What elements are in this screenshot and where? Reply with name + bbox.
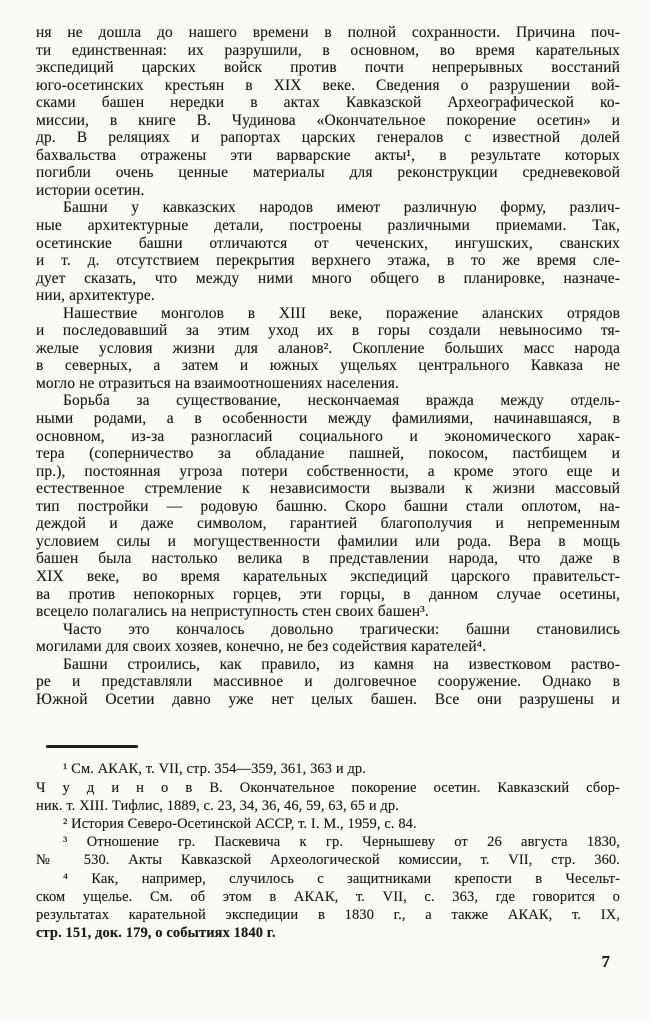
- text-line: и т. д. отсутствием перекрытия верхнего этажа, в то же время сле-: [36, 252, 620, 270]
- text-line: Часто это кончалось довольно трагически: башни становились: [63, 620, 620, 638]
- paragraph-6: [36, 656, 620, 709]
- text-line: ные архитектурные детали, построены различными приемами. Так,: [36, 217, 620, 235]
- text-line: ными родами, а в особенности между фамилиями, начинавшаяся, в: [36, 410, 620, 428]
- text-line: деждой и даже символом, гарантией благополучия и непременным: [36, 515, 620, 533]
- text-line: Борьба за существование, нескончаемая вражда между отдель-: [63, 392, 620, 410]
- text-line: башен была настолько велика в представлении народа, что даже в: [36, 550, 620, 568]
- text-line: тип постройки — родовую башню. Скоро башни стали оплотом, на-: [36, 497, 620, 515]
- text-line: истории осетин.: [36, 181, 145, 199]
- text-line: Башни строились, как правило, из камня на известковом раство-: [63, 655, 620, 673]
- footnote-2: [36, 815, 620, 833]
- text-line: тера (соперничество за обладание пашней, покосом, пастбищем и: [36, 445, 620, 463]
- text-line: дует сказать, что между ними много общего в планировке, назначе-: [36, 269, 620, 287]
- footnote-4: [36, 870, 620, 943]
- text-line: естественное стремление к независимости вызвали к жизни массовый: [36, 480, 620, 498]
- text-line: желые условия жизни для аланов². Скопление больших масс народа: [36, 339, 620, 357]
- text-line: ¹ См. АКАК, т. VII, стр. 354—359, 361, 363 и др.: [63, 761, 366, 778]
- text-line: ня не дошла до нашего времени в полной сохранности. Причина поч-: [36, 24, 620, 41]
- paragraph-3: [36, 305, 620, 393]
- footnote-3: [36, 833, 620, 869]
- paragraph-1: [36, 24, 620, 199]
- text-line: ском ущелье. См. об этом в АКАК, т. VII, с. 363, где говорится о: [36, 888, 620, 905]
- text-line: ва против непокорных горцев, эти горцы, в данном случае осетины,: [36, 585, 620, 603]
- text-line: основном, из-за разногласий социального и экономического харак-: [36, 427, 620, 445]
- text-line: результатах карательной экспедиции в 1830 г., а также АКАК, т. IX,: [36, 906, 620, 923]
- text-line: ⁴ Как, например, случилось с защитниками крепости в Чесельт-: [63, 870, 620, 887]
- text-line: Южной Осетии давно уже нет целых башен. Все они разрушены и: [36, 690, 620, 708]
- text-line: ре и представляли массивное и долговечное сооружение. Однако в: [36, 673, 620, 691]
- page-number: 7: [601, 952, 610, 971]
- text-line: Ч у д и н о в В. Окончательное покорение осетин. Кавказский сбор-: [36, 779, 620, 796]
- text-line: погибли очень ценные материалы для реконструкции средневековой: [36, 164, 620, 182]
- text-line: ник. т. XIII. Тифлис, 1889, с. 23, 34, 36, 46, 59, 63, 65 и др.: [36, 797, 399, 814]
- text-line: могилами для своих хозяев, конечно, не без содействия карателей⁴.: [36, 638, 487, 656]
- text-line: № 530. Акты Кавказской Археологической комиссии, т. VII, стр. 360.: [36, 852, 620, 869]
- paragraph-5: [36, 621, 620, 656]
- text-line: всецело полагались на неприступность стен своих башен³.: [36, 603, 429, 621]
- footnote-separator-rule: [46, 745, 138, 748]
- paragraph-2: [36, 199, 620, 304]
- text-line: юго-осетинских крестьян в XIX веке. Сведения о разрушении вой-: [36, 76, 620, 94]
- text-line: ² История Северо-Осетинской АССР, т. I. М., 1959, с. 84.: [63, 815, 417, 832]
- text-line: ти единственная: их разрушили, в основном, во время карательных: [36, 41, 620, 59]
- text-line: ³ Отношение гр. Паскевича к гр. Чернышеву от 26 августа 1830,: [63, 834, 620, 851]
- text-line: могло не отразиться на взаимоотношениях населения.: [36, 374, 399, 392]
- text-line: др. В реляциях и рапортах царских генералов с известной долей: [36, 129, 620, 147]
- paragraph-4: [36, 392, 620, 620]
- text-line: XIX веке, во время карательных экспедиций царского правительст-: [36, 567, 620, 585]
- text-line: пр.), постоянная угроза потери собственности, а кроме этого еще и: [36, 462, 620, 480]
- text-line: сками башен нередки в актах Кавказской Археографической ко-: [36, 94, 620, 112]
- text-line: миссии, в книге В. Чудинова «Окончательное покорение осетин» и: [36, 111, 620, 129]
- text-line: условием силы и могущественности фамилии или рода. Вера в мощь: [36, 532, 620, 550]
- text-line: нии, архитектуре.: [36, 287, 155, 305]
- footnotes: [0, 760, 650, 942]
- text-line: стр. 151, док. 179, о событиях 1840 г.: [36, 925, 276, 942]
- text-line: Нашествие монголов в XIII веке, поражение аланских отрядов: [63, 304, 620, 322]
- text-line: Башни у кавказских народов имеют различную форму, различ-: [63, 199, 620, 217]
- text-line: осетинские башни отличаются от чеченских, ингушских, сванских: [36, 234, 620, 252]
- text-line: и последовавший за этим уход их в горы создали невыносимо тя-: [36, 322, 620, 340]
- footnote-1: [36, 760, 620, 815]
- text-line: в северных, а затем и южных ущельях центрального Кавказа не: [36, 357, 620, 375]
- text-line: бахвальства отражены эти варварские акты¹, в результате которых: [36, 146, 620, 164]
- text-line: экспедиций царских войск против почти непрерывных восстаний: [36, 59, 620, 77]
